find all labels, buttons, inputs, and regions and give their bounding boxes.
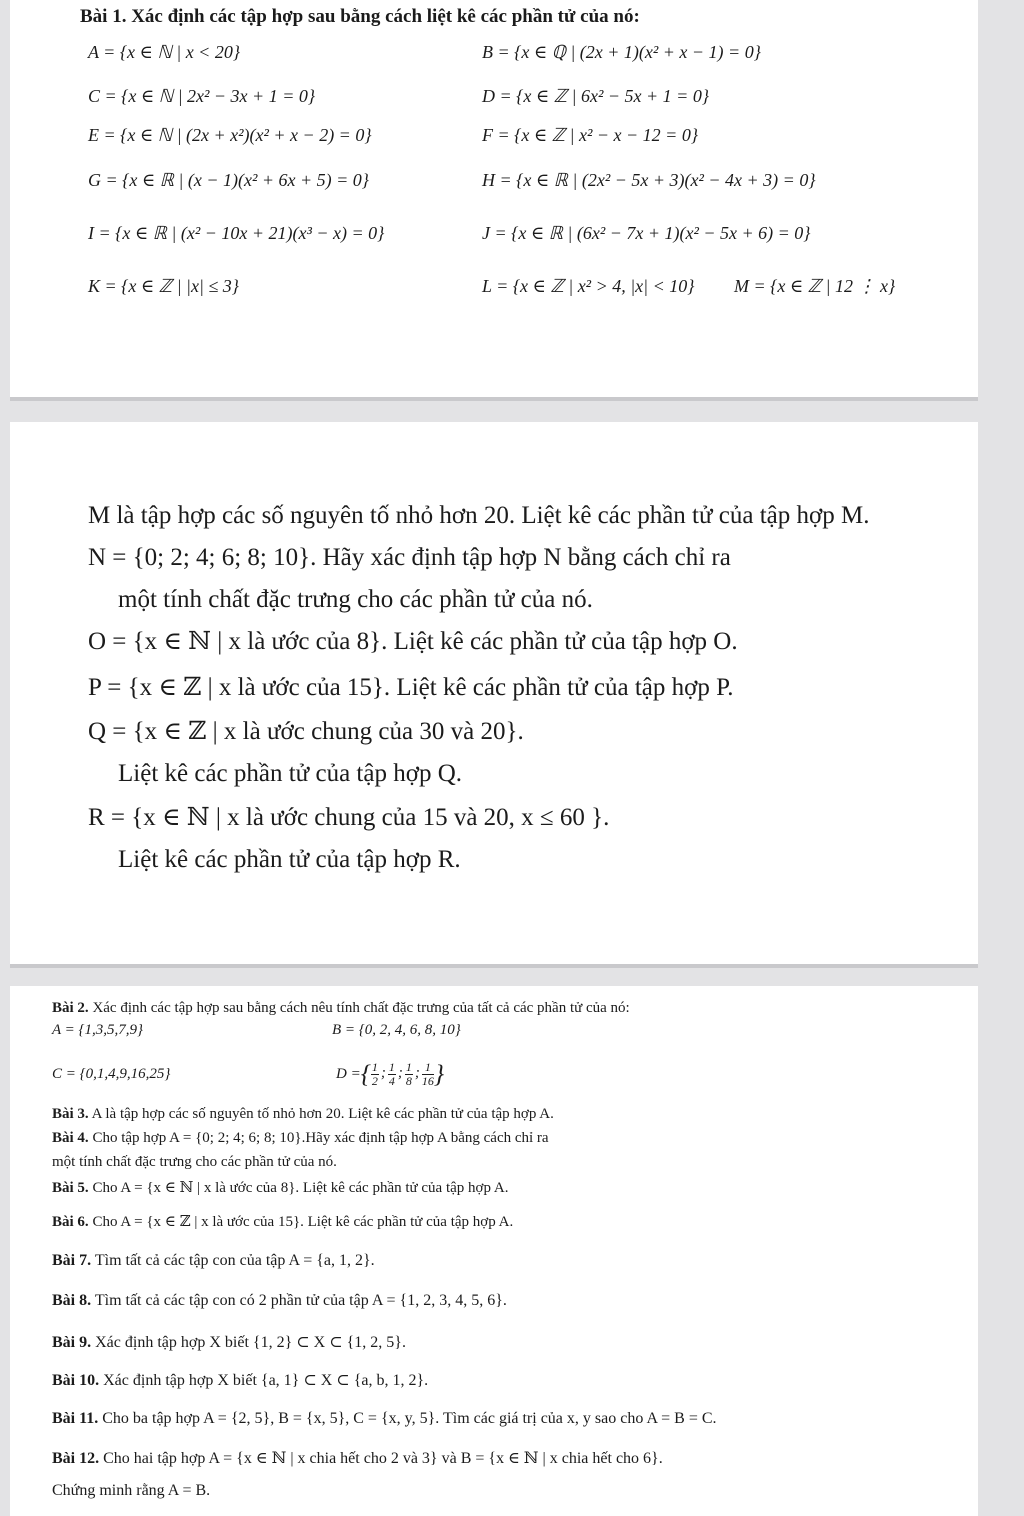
ex2-set-d-prefix: D = <box>336 1065 361 1082</box>
fraction <box>422 1061 434 1087</box>
exercise-8-text: Tìm tất cả các tập con có 2 phần tử của tập A = {1, 2, 3, 4, 5, 6}. <box>94 1292 507 1309</box>
line-n-cont: một tính chất đặc trưng cho các phần tử của nó. <box>118 586 593 613</box>
set-h: H = {x ∈ ℝ | (2x² − 5x + 3)(x² − 4x + 3) = 0} <box>482 170 816 190</box>
set-m: M = {x ∈ ℤ | 12 ⋮ x} <box>734 276 896 296</box>
ex2-set-b: B = {0, 2, 4, 6, 8, 10} <box>332 1022 461 1038</box>
set-a: A = {x ∈ ℕ | x < 20} <box>88 42 241 62</box>
exercise-8 <box>52 1292 507 1310</box>
exercise-10-label: Bài 10. <box>52 1372 100 1389</box>
line-n: N = {0; 2; 4; 6; 8; 10}. Hãy xác định tập hợp N bằng cách chỉ ra <box>88 544 731 571</box>
ex2-set-a: A = {1,3,5,7,9} <box>52 1022 144 1038</box>
exercise-1-heading <box>80 6 640 28</box>
exercise-1-instruction: Xác định các tập hợp sau bằng cách liệt kê các phần tử của nó: <box>131 6 640 27</box>
ex2-set-d <box>336 1052 444 1096</box>
exercise-7-label: Bài 7. <box>52 1252 92 1269</box>
exercise-7 <box>52 1252 375 1270</box>
exercise-4-cont <box>52 1154 337 1171</box>
fraction-denominator: 4 <box>388 1073 395 1088</box>
exercise-3-text: A là tập hợp các số nguyên tố nhỏ hơn 20. Liệt kê các phần tử của tập hợp A. <box>91 1106 554 1122</box>
set-g: G = {x ∈ ℝ | (x − 1)(x² + 6x + 5) = 0} <box>88 170 369 190</box>
exercise-3 <box>52 1106 554 1123</box>
fraction-numerator: 1 <box>422 1061 434 1075</box>
exercise-9-text: Xác định tập hợp X biết {1, 2} ⊂ X ⊂ {1, 2, 5}. <box>95 1334 406 1351</box>
exercise-11-label: Bài 11. <box>52 1410 99 1427</box>
fraction-numerator: 1 <box>388 1059 395 1074</box>
separator: ; <box>380 1065 386 1082</box>
exercise-2-label: Bài 2. <box>52 1000 89 1016</box>
exercise-2-12-card <box>10 986 978 1516</box>
exercise-5-text: Cho A = {x ∈ ℕ | x là ước của 8}. Liệt kê các phần tử của tập hợp A. <box>92 1180 509 1196</box>
line-r: R = {x ∈ ℕ | x là ước chung của 15 và 20, x ≤ 60 }. <box>88 804 610 831</box>
card-divider <box>10 964 978 968</box>
set-l: L = {x ∈ ℤ | x² > 4, |x| < 10} <box>482 276 695 296</box>
exercise-11-text: Cho ba tập hợp A = {2, 5}, B = {x, 5}, C = {x, y, 5}. Tìm các giá trị của x, y sao cho A = B = C. <box>102 1410 717 1427</box>
exercise-6-text: Cho A = {x ∈ ℤ | x là ước của 15}. Liệt kê các phần tử của tập hợp A. <box>92 1214 514 1230</box>
exercise-4-text: Cho tập hợp A = {0; 2; 4; 6; 8; 10}.Hãy xác định tập hợp A bằng cách chỉ ra <box>92 1130 549 1146</box>
set-i: I = {x ∈ ℝ | (x² − 10x + 21)(x³ − x) = 0} <box>88 223 385 243</box>
set-c: C = {x ∈ ℕ | 2x² − 3x + 1 = 0} <box>88 86 316 106</box>
exercise-5 <box>52 1178 508 1197</box>
set-d: D = {x ∈ ℤ | 6x² − 5x + 1 = 0} <box>482 86 710 106</box>
exercise-12-text: Cho hai tập hợp A = {x ∈ ℕ | x chia hết cho 2 và 3} và B = {x ∈ ℕ | x chia hết cho 6}. <box>103 1450 663 1467</box>
separator: ; <box>397 1065 403 1082</box>
right-brace: } <box>433 1059 445 1088</box>
exercise-9 <box>52 1332 406 1352</box>
exercise-12-label: Bài 12. <box>52 1450 100 1467</box>
exercise-4-text-cont: một tính chất đặc trưng cho các phần tử của nó. <box>52 1154 337 1170</box>
exercise-1-label: Bài 1. <box>80 6 127 27</box>
exercise-12-cont <box>52 1482 210 1500</box>
line-q-cont: Liệt kê các phần tử của tập hợp Q. <box>118 760 462 787</box>
fraction-denominator: 16 <box>421 1073 434 1088</box>
ex2-set-d-fractions <box>371 1061 434 1087</box>
exercise-10 <box>52 1370 428 1390</box>
separator: ; <box>414 1065 420 1082</box>
exercise-2-heading <box>52 1000 630 1017</box>
line-p: P = {x ∈ ℤ | x là ước của 15}. Liệt kê các phần tử của tập hợp P. <box>88 674 734 701</box>
exercise-4-label: Bài 4. <box>52 1130 89 1146</box>
set-b: B = {x ∈ ℚ | (2x + 1)(x² + x − 1) = 0} <box>482 42 761 62</box>
exercise-10-text: Xác định tập hợp X biết {a, 1} ⊂ X ⊂ {a, b, 1, 2}. <box>103 1372 429 1389</box>
ex2-set-c: C = {0,1,4,9,16,25} <box>52 1066 171 1082</box>
exercise-6-label: Bài 6. <box>52 1214 89 1230</box>
fraction <box>388 1061 396 1087</box>
exercise-continuation-card <box>10 422 978 964</box>
exercise-11 <box>52 1410 717 1428</box>
exercise-2-instruction: Xác định các tập hợp sau bằng cách nêu tính chất đặc trưng của tất cả các phần tử của nó: <box>92 1000 630 1016</box>
fraction-numerator: 1 <box>405 1059 412 1074</box>
fraction <box>405 1061 413 1087</box>
line-r-cont: Liệt kê các phần tử của tập hợp R. <box>118 846 461 873</box>
fraction <box>371 1061 379 1087</box>
exercise-5-label: Bài 5. <box>52 1180 89 1196</box>
set-k: K = {x ∈ ℤ | |x| ≤ 3} <box>88 276 239 296</box>
exercise-4 <box>52 1130 549 1147</box>
line-o: O = {x ∈ ℕ | x là ước của 8}. Liệt kê các phần tử của tập hợp O. <box>88 628 738 655</box>
card-divider <box>10 397 978 401</box>
left-brace: { <box>360 1059 371 1088</box>
line-m: M là tập hợp các số nguyên tố nhỏ hơn 20. Liệt kê các phần tử của tập hợp M. <box>88 502 870 529</box>
exercise-12-text-cont: Chứng minh rằng A = B. <box>52 1482 211 1499</box>
exercise-1-card <box>10 0 978 397</box>
set-f: F = {x ∈ ℤ | x² − x − 12 = 0} <box>482 125 699 145</box>
set-j: J = {x ∈ ℝ | (6x² − 7x + 1)(x² − 5x + 6) = 0} <box>482 223 811 243</box>
exercise-9-label: Bài 9. <box>52 1334 92 1351</box>
exercise-3-label: Bài 3. <box>52 1106 89 1122</box>
exercise-6 <box>52 1212 513 1231</box>
line-q: Q = {x ∈ ℤ | x là ước chung của 30 và 20}. <box>88 718 524 745</box>
set-e: E = {x ∈ ℕ | (2x + x²)(x² + x − 2) = 0} <box>88 125 372 145</box>
exercise-12 <box>52 1448 663 1468</box>
exercise-8-label: Bài 8. <box>52 1292 92 1309</box>
fraction-numerator: 1 <box>371 1059 378 1074</box>
exercise-7-text: Tìm tất cả các tập con của tập A = {a, 1, 2}. <box>94 1252 375 1269</box>
fraction-denominator: 2 <box>371 1073 378 1088</box>
fraction-denominator: 8 <box>405 1073 412 1088</box>
